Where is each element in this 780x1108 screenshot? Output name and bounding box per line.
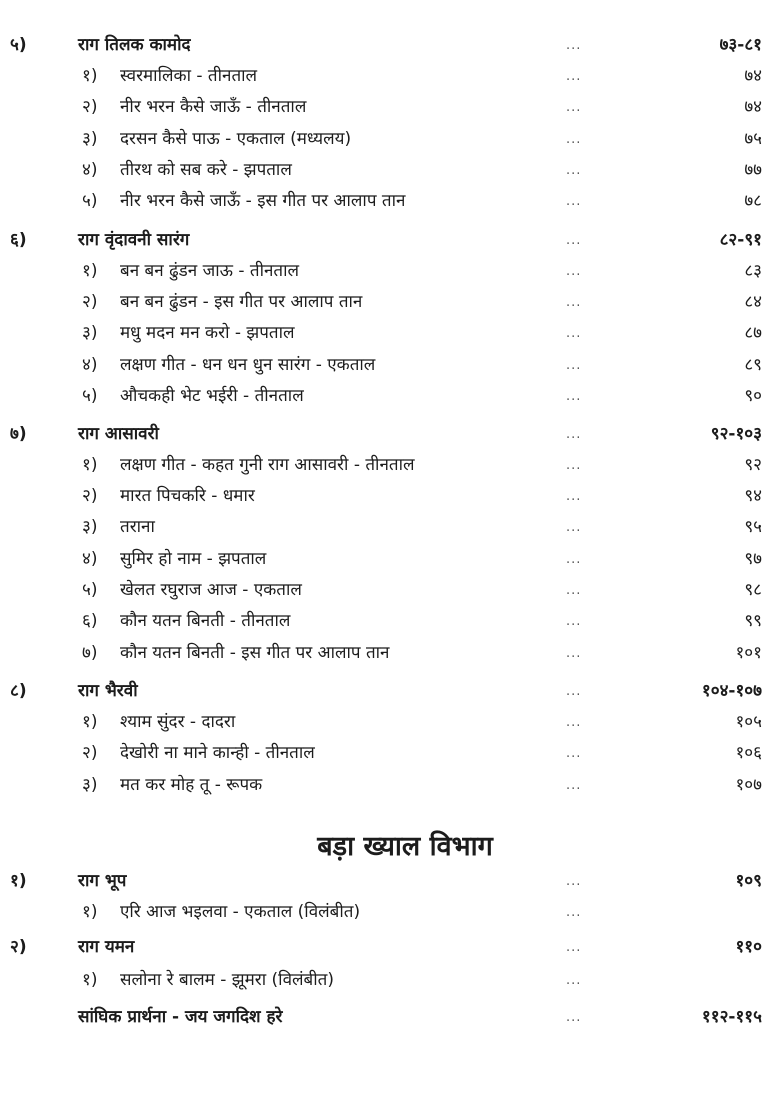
- page-number: ९७: [744, 549, 762, 569]
- section-title: राग भूप: [78, 871, 127, 891]
- section-number: ६): [10, 230, 27, 250]
- leader-dots: ...: [566, 684, 582, 699]
- page-number: ९४: [744, 486, 762, 506]
- page-number: ७७: [744, 160, 762, 180]
- toc-section-row: [0, 866, 780, 897]
- page-number: १०७: [735, 775, 762, 795]
- page-number: १०५: [735, 712, 762, 732]
- toc-item-row: [0, 318, 780, 349]
- item-number: ७): [82, 643, 98, 663]
- leader-dots: ...: [566, 583, 582, 598]
- item-number: २): [82, 97, 98, 117]
- item-number: १): [82, 261, 98, 281]
- page-number: ९५: [744, 517, 762, 537]
- item-title: लक्षण गीत - कहत गुनी राग आसावरी - तीनताल: [120, 455, 415, 475]
- leader-dots: ...: [566, 905, 582, 920]
- page-range: १०९: [735, 871, 762, 891]
- section-number: ७): [10, 424, 27, 444]
- page-number: ७८: [744, 191, 762, 211]
- item-number: ३): [82, 129, 98, 149]
- leader-dots: ...: [566, 746, 582, 761]
- leader-dots: ...: [566, 940, 582, 955]
- toc-item-row: [0, 738, 780, 769]
- section-number: ५): [10, 35, 27, 55]
- page-number: ९०: [744, 386, 762, 406]
- item-title: नीर भरन कैसे जाऊँ - इस गीत पर आलाप तान: [120, 191, 406, 211]
- leader-dots: ...: [566, 458, 582, 473]
- page-number: ७४: [744, 66, 762, 86]
- item-number: ५): [82, 191, 98, 211]
- item-number: ४): [82, 549, 98, 569]
- leader-dots: ...: [566, 614, 582, 629]
- page-range: १०४-१०७: [701, 681, 762, 701]
- toc-item-row: [0, 575, 780, 606]
- item-title: एरि आज भइलवा - एकताल (विलंबीत): [120, 902, 361, 922]
- leader-dots: ...: [566, 233, 582, 248]
- section-title: राग यमन: [78, 937, 135, 957]
- toc-item-row: [0, 707, 780, 738]
- toc-item-row: [0, 770, 780, 801]
- item-number: १): [82, 712, 98, 732]
- toc-section-row: [0, 419, 780, 450]
- toc-section-row: [0, 676, 780, 707]
- leader-dots: ...: [566, 326, 582, 341]
- page-range: ७३-८१: [719, 35, 762, 55]
- item-title: सुमिर हो नाम - झपताल: [120, 549, 267, 569]
- leader-dots: ...: [566, 552, 582, 567]
- item-title: नीर भरन कैसे जाऊँ - तीनताल: [120, 97, 307, 117]
- item-number: ३): [82, 517, 98, 537]
- item-title: खेलत रघुराज आज - एकताल: [120, 580, 302, 600]
- toc-section-row: [0, 225, 780, 256]
- item-title: बन बन ढुंडन जाऊ - तीनताल: [120, 261, 300, 281]
- toc-item-row: [0, 481, 780, 512]
- leader-dots: ...: [566, 874, 582, 889]
- page-number: १०६: [735, 743, 762, 763]
- item-title: औचकही भेट भईरी - तीनताल: [120, 386, 304, 406]
- page-number: ८७: [744, 323, 762, 343]
- item-title: श्याम सुंदर - दादरा: [120, 712, 236, 732]
- item-title: कौन यतन बिनती - तीनताल: [120, 611, 291, 631]
- section-title: राग वृंदावनी सारंग: [78, 230, 190, 250]
- prayer-title: सांघिक प्रार्थना - जय जगदिश हरे: [78, 1007, 283, 1027]
- page-number: ९२: [744, 455, 762, 475]
- leader-dots: ...: [566, 69, 582, 84]
- toc-item-row: [0, 897, 780, 928]
- item-number: २): [82, 486, 98, 506]
- item-title: देखोरी ना माने कान्ही - तीनताल: [120, 743, 315, 763]
- leader-dots: ...: [566, 163, 582, 178]
- item-number: ४): [82, 355, 98, 375]
- leader-dots: ...: [566, 778, 582, 793]
- leader-dots: ...: [566, 132, 582, 147]
- toc-item-row: [0, 350, 780, 381]
- toc-item-row: [0, 287, 780, 318]
- page-number: ७५: [744, 129, 762, 149]
- item-title: मारत पिचकरि - धमार: [120, 486, 255, 506]
- item-number: १): [82, 455, 98, 475]
- leader-dots: ...: [566, 489, 582, 504]
- toc-item-row: [0, 155, 780, 186]
- toc-item-row: [0, 381, 780, 412]
- leader-dots: ...: [566, 389, 582, 404]
- section-title: राग तिलक कामोद: [78, 35, 191, 55]
- page-number: ८९: [744, 355, 762, 375]
- section-title: राग भैरवी: [78, 681, 138, 701]
- page-number: ९८: [744, 580, 762, 600]
- toc-item-row: [0, 638, 780, 669]
- leader-dots: ...: [566, 295, 582, 310]
- item-title: तराना: [120, 517, 155, 537]
- item-number: ३): [82, 323, 98, 343]
- page-range: ११२-११५: [701, 1007, 762, 1027]
- item-title: कौन यतन बिनती - इस गीत पर आलाप तान: [120, 643, 390, 663]
- item-title: लक्षण गीत - धन धन धुन सारंग - एकताल: [120, 355, 376, 375]
- item-title: बन बन ढुंडन - इस गीत पर आलाप तान: [120, 292, 363, 312]
- item-title: दरसन कैसे पाऊ - एकताल (मध्यलय): [120, 129, 352, 149]
- item-number: २): [82, 743, 98, 763]
- item-number: ५): [82, 386, 98, 406]
- leader-dots: ...: [566, 38, 582, 53]
- toc-item-row: [0, 606, 780, 637]
- toc-item-row: [0, 256, 780, 287]
- item-number: ६): [82, 611, 98, 631]
- page-number: ८३: [744, 261, 762, 281]
- toc-item-row: [0, 544, 780, 575]
- toc-section-row: [0, 932, 780, 963]
- leader-dots: ...: [566, 715, 582, 730]
- toc-item-row: [0, 186, 780, 217]
- section-number: १): [10, 871, 27, 891]
- leader-dots: ...: [566, 646, 582, 661]
- item-title: मत कर मोह तू - रूपक: [120, 775, 263, 795]
- leader-dots: ...: [566, 358, 582, 373]
- leader-dots: ...: [566, 100, 582, 115]
- item-number: २): [82, 292, 98, 312]
- toc-item-row: [0, 512, 780, 543]
- toc-section-row: [0, 30, 780, 61]
- section-number: २): [10, 937, 27, 957]
- section-title: राग आसावरी: [78, 424, 159, 444]
- section-number: ८): [10, 681, 27, 701]
- toc-item-row: [0, 61, 780, 92]
- leader-dots: ...: [566, 194, 582, 209]
- item-number: १): [82, 902, 98, 922]
- toc-prayer-row: [0, 1002, 780, 1033]
- item-number: १): [82, 970, 98, 990]
- toc-item-row: [0, 965, 780, 996]
- toc-item-row: [0, 124, 780, 155]
- leader-dots: ...: [566, 427, 582, 442]
- item-number: ४): [82, 160, 98, 180]
- page-number: ७४: [744, 97, 762, 117]
- item-number: ५): [82, 580, 98, 600]
- item-title: सलोना रे बालम - झूमरा (विलंबीत): [120, 970, 334, 990]
- leader-dots: ...: [566, 973, 582, 988]
- item-title: स्वरमालिका - तीनताल: [120, 66, 258, 86]
- item-title: मधु मदन मन करो - झपताल: [120, 323, 295, 343]
- leader-dots: ...: [566, 520, 582, 535]
- page-number: ८४: [744, 292, 762, 312]
- page-range: ८२-९१: [719, 230, 762, 250]
- leader-dots: ...: [566, 264, 582, 279]
- toc-item-row: [0, 92, 780, 123]
- page-number: १०१: [735, 643, 762, 663]
- item-number: ३): [82, 775, 98, 795]
- leader-dots: ...: [566, 1010, 582, 1025]
- page-range: ९२-१०३: [710, 424, 762, 444]
- item-title: तीरथ को सब करे - झपताल: [120, 160, 292, 180]
- section-heading-bada-khyal: बड़ा ख्याल विभाग: [317, 831, 493, 862]
- item-number: १): [82, 66, 98, 86]
- toc-item-row: [0, 450, 780, 481]
- page-range: ११०: [735, 937, 762, 957]
- page-number: ९९: [744, 611, 762, 631]
